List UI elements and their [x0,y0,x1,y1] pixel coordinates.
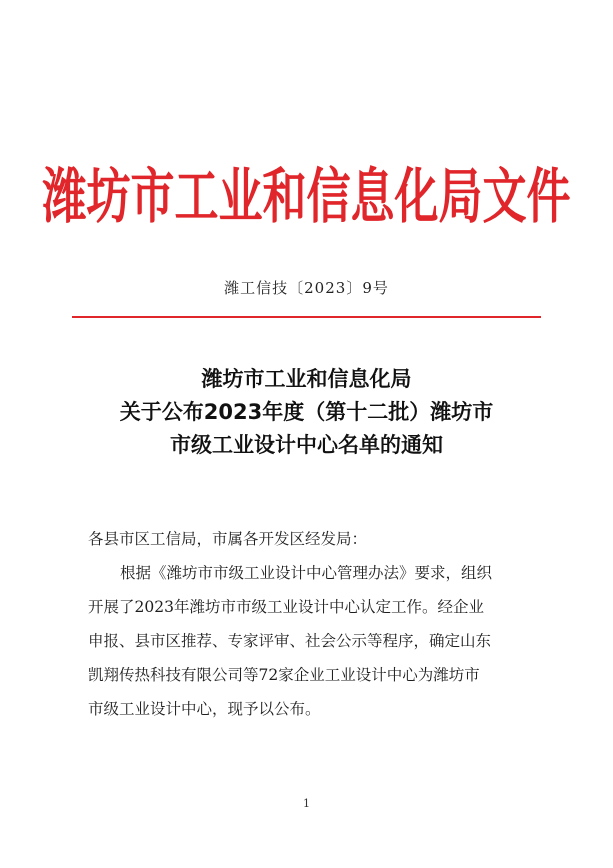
notice-title-line-3: 市级工业设计中心名单的通知 [170,433,443,457]
notice-title-line-1: 潍坊市工业和信息化局 [201,367,412,391]
masthead-title: 潍坊市工业和信息化局文件 [42,162,571,232]
paragraph-line-4: 凯翔传热科技有限公司等72家企业工业设计中心为潍坊市 [88,666,480,684]
notice-title-line-2: 关于公布2023年度（第十二批）潍坊市 [119,400,494,424]
document-number: 潍工信技〔2023〕9号 [224,279,389,297]
notice-body [88,522,538,726]
paragraph-line-2: 开展了2023年潍坊市市级工业设计中心认定工作。经企业 [88,598,484,616]
notice-title [0,363,613,462]
paragraph-line-1: 根据《潍坊市市级工业设计中心管理办法》要求，组织 [120,564,493,582]
page-number: 1 [303,797,310,810]
red-divider-line [72,316,541,318]
salutation: 各县市区工信局，市属各开发区经发局： [88,530,368,548]
paragraph-line-3: 申报、县市区推荐、专家评审、社会公示等程序，确定山东 [88,632,492,650]
paragraph-line-5: 市级工业设计中心，现予以公布。 [88,700,321,718]
